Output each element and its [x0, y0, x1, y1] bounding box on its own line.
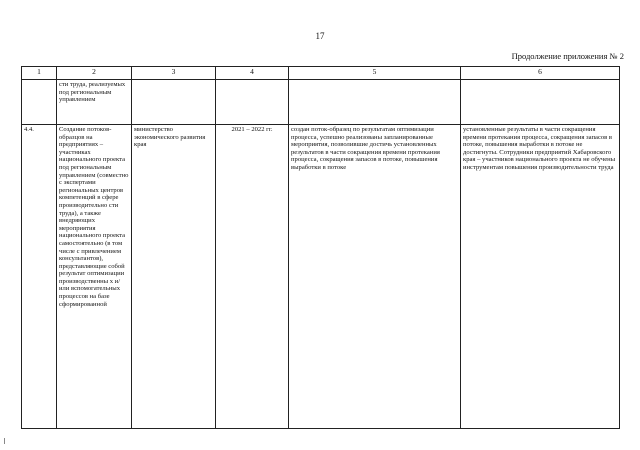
table-header-row — [22, 67, 620, 80]
cell-period: 2021 – 2022 гг. — [216, 125, 289, 429]
cell-measure-name: Создание потоков-образцов на предприятиях – участниках национального проекта под региональным управлением (совместно с экспертами региональных центров компетенций в сфере производительно сти труда), а также внедряющих мероприятия национального проекта самостоятельно (в том числе с привлечением консультантов), представляющие собой результат оптимизации производственны х и/или вспомогательных процессов на базе сформированной — [57, 125, 132, 429]
cell-number — [22, 80, 57, 125]
column-header-5: 5 — [289, 67, 461, 80]
column-header-6: 6 — [461, 67, 620, 80]
appendix-continuation-note: Продолжение приложения № 2 — [511, 51, 624, 61]
cell-expected-result — [289, 80, 461, 125]
cell-consequences — [461, 80, 620, 125]
page-number: 17 — [315, 31, 325, 41]
cell-consequences: установленные результаты в части сокращения времени протекания процесса, сокращения запасов в потоке, повышения выработки в потоке не достигнуты. Сотрудники предприятий Хабаровского края – участников национального проекта не обучены инструментам повышения производительности труда — [461, 125, 620, 429]
column-header-1: 1 — [22, 67, 57, 80]
cell-number: 4.4. — [22, 125, 57, 429]
cell-period — [216, 80, 289, 125]
cell-responsible: министерство экономического развития края — [132, 125, 216, 429]
column-header-2: 2 — [57, 67, 132, 80]
scan-artifact-mark — [4, 438, 5, 444]
cell-expected-result: создан поток-образец по результатам оптимизации процесса, успешно реализованы запланированные мероприятия, позволившие достичь установленных результатов в части сокращения времени протекания процесса, сокращения запасов в потоке, повышения выработки в потоке — [289, 125, 461, 429]
cell-responsible — [132, 80, 216, 125]
cell-measure-name: сти труда, реализуемых под региональным управлением — [57, 80, 132, 125]
column-header-4: 4 — [216, 67, 289, 80]
measures-table — [21, 66, 620, 429]
column-header-3: 3 — [132, 67, 216, 80]
table-row-4-4 — [22, 125, 620, 429]
table-row-continuation — [22, 80, 620, 125]
